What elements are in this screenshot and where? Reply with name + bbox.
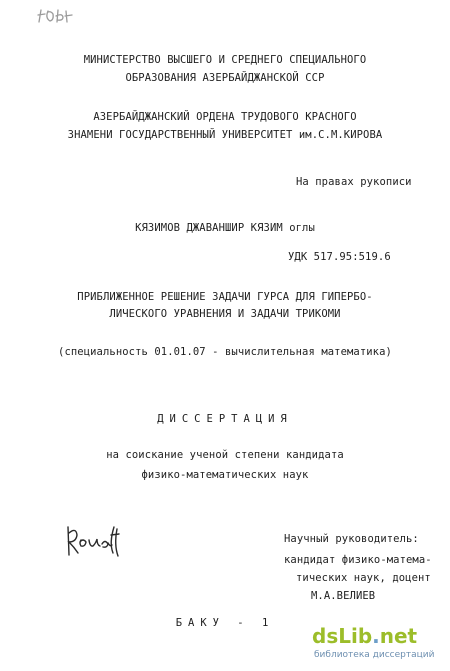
- watermark-logo-left: dsLib: [312, 624, 373, 648]
- ministry-line-2: ОБРАЗОВАНИЯ АЗЕРБАЙДЖАНСКОЙ ССР: [125, 72, 325, 84]
- supervisor-name: М.А.ВЕЛИЕВ: [311, 590, 376, 602]
- ministry-line-1: МИНИСТЕРСТВО ВЫСШЕГО И СРЕДНЕГО СПЕЦИАЛЬНОГО: [83, 54, 367, 66]
- document-type-heading: ДИССЕРТАЦИЯ: [157, 413, 293, 425]
- dissertation-title-line-2: ЛИЧЕСКОГО УРАВНЕНИЯ И ЗАДАЧИ ТРИКОМИ: [109, 308, 341, 320]
- specialty-line: (специальность 01.01.07 - вычислительная математика): [58, 346, 392, 358]
- supervisor-line-2: тических наук, доцент: [296, 572, 431, 584]
- author-name: КЯЗИМОВ ДЖАВАНШИР КЯЗИМ оглы: [135, 222, 315, 234]
- university-line-2: ЗНАМЕНИ ГОСУДАРСТВЕННЫЙ УНИВЕРСИТЕТ им.С.М.КИРОВА: [67, 129, 383, 141]
- degree-line-1: на соискание ученой степени кандидата: [106, 449, 344, 461]
- supervisor-heading: Научный руководитель:: [284, 533, 419, 545]
- supervisor-line-1: кандидат физико-матема-: [284, 554, 432, 566]
- corner-handwritten-mark: [36, 8, 76, 24]
- watermark-logo-right: net: [379, 624, 418, 648]
- city-year-line: БАКУ - 1: [175, 617, 275, 629]
- udc-code: УДК 517.95:519.6: [288, 251, 391, 263]
- author-signature: [62, 523, 124, 561]
- manuscript-rights-note: На правах рукописи: [296, 176, 412, 188]
- degree-line-2: физико-математических наук: [141, 469, 309, 481]
- dissertation-title-line-1: ПРИБЛИЖЕННОЕ РЕШЕНИЕ ЗАДАЧИ ГУРСА ДЛЯ ГИПЕРБО-: [77, 291, 373, 303]
- university-line-1: АЗЕРБАЙДЖАНСКИЙ ОРДЕНА ТРУДОВОГО КРАСНОГО: [93, 111, 357, 123]
- watermark-logo-dot: .: [372, 624, 380, 648]
- dslib-watermark: [312, 624, 444, 666]
- watermark-logo: [312, 624, 417, 648]
- watermark-subtitle: библиотека диссертаций: [314, 650, 435, 660]
